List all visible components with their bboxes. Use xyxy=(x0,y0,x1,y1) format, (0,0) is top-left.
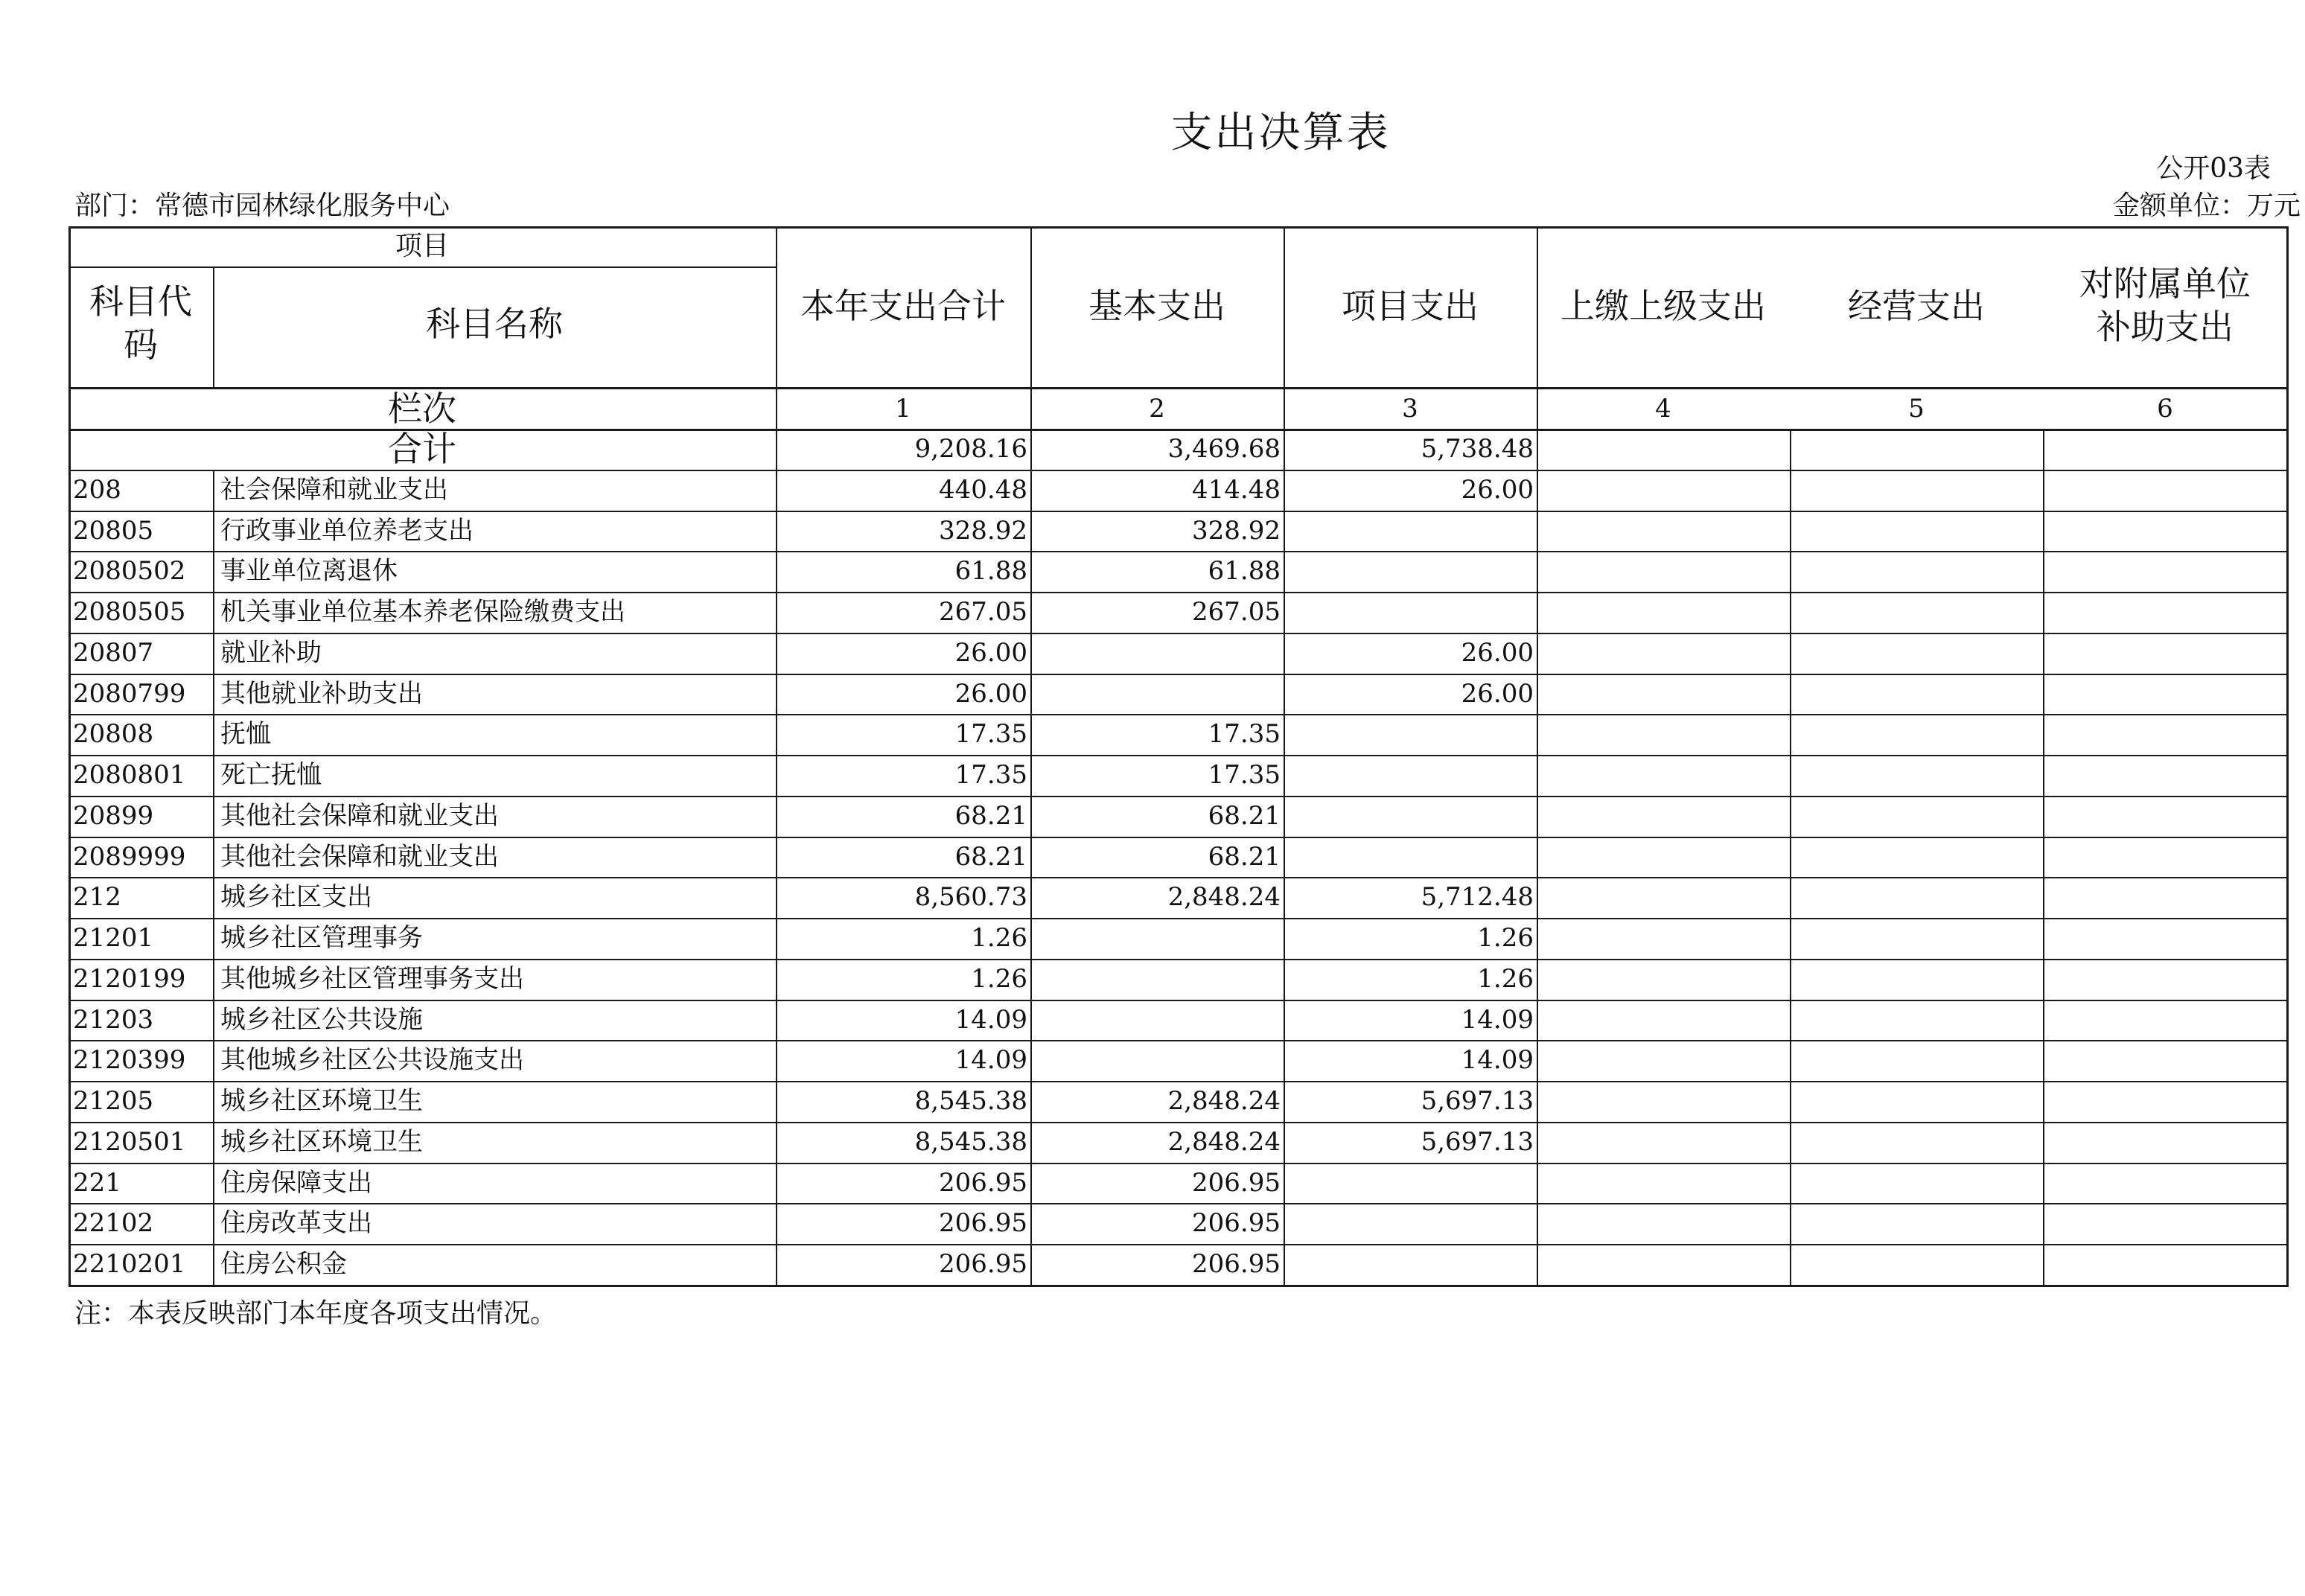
subject-code: 21205 xyxy=(73,1086,154,1116)
subject-name: 住房改革支出 xyxy=(220,1208,372,1239)
subject-name: 城乡社区环境卫生 xyxy=(220,1126,423,1157)
subject-name: 住房保障支出 xyxy=(220,1167,372,1198)
header-col-5: 经营支出 xyxy=(1848,286,1985,326)
column-divider xyxy=(2043,429,2044,1285)
subject-name: 其他城乡社区公共设施支出 xyxy=(220,1045,524,1076)
subject-name: 行政事业单位养老支出 xyxy=(220,515,474,546)
header-col-4: 上缴上级支出 xyxy=(1560,286,1766,326)
subject-code: 2210201 xyxy=(73,1249,186,1279)
header-col-2: 基本支出 xyxy=(1088,286,1225,326)
subject-name: 抚恤 xyxy=(220,719,271,750)
subject-code: 2120399 xyxy=(73,1045,186,1076)
colno-1: 1 xyxy=(895,394,911,424)
subject-code: 20805 xyxy=(73,515,154,546)
row-value-col-2: 206.95 xyxy=(1192,1208,1281,1239)
row-value-col-1: 1.26 xyxy=(971,923,1027,953)
row-value-col-1: 17.35 xyxy=(954,760,1027,790)
subject-code: 2080799 xyxy=(73,678,186,709)
row-value-col-3: 1.26 xyxy=(1477,923,1534,953)
row-value-col-1: 1.26 xyxy=(971,963,1027,994)
row-value-col-1: 8,545.38 xyxy=(914,1086,1027,1116)
row-value-col-2: 17.35 xyxy=(1208,760,1281,790)
subject-code: 208 xyxy=(73,474,121,505)
colno-3: 3 xyxy=(1402,394,1418,424)
colno-6: 6 xyxy=(2157,394,2173,424)
row-value-col-1: 17.35 xyxy=(954,719,1027,750)
subject-code: 21203 xyxy=(73,1004,154,1035)
table-border-bottom xyxy=(68,1285,2287,1287)
column-divider xyxy=(1790,429,1791,1285)
total-value-col-2: 3,469.68 xyxy=(1167,434,1281,464)
row-value-col-1: 68.21 xyxy=(954,841,1027,872)
row-value-col-3: 1.26 xyxy=(1477,963,1534,994)
header-project: 项目 xyxy=(395,231,449,261)
header-code: 科目代码 xyxy=(89,281,192,365)
total-value-col-1: 9,208.16 xyxy=(914,434,1027,464)
row-value-col-1: 14.09 xyxy=(954,1045,1027,1076)
subject-name: 其他社会保障和就业支出 xyxy=(220,800,499,831)
expenditure-table xyxy=(68,226,2287,1282)
form-number: 公开03表 xyxy=(2156,153,2271,184)
row-value-col-1: 68.21 xyxy=(954,800,1027,831)
page-title: 支出决算表 xyxy=(1170,109,1391,157)
subject-name: 社会保障和就业支出 xyxy=(220,474,448,505)
total-value-col-3: 5,738.48 xyxy=(1421,434,1534,464)
subject-name: 城乡社区环境卫生 xyxy=(220,1086,423,1116)
row-value-col-2: 267.05 xyxy=(1192,597,1281,627)
subject-name: 其他就业补助支出 xyxy=(220,678,423,709)
subject-code: 20808 xyxy=(73,719,154,750)
table-border-left xyxy=(68,226,71,1287)
amount-unit-label: 金额单位：万元 xyxy=(2112,191,2301,221)
subject-code: 2120199 xyxy=(73,963,186,994)
row-value-col-3: 26.00 xyxy=(1461,637,1534,668)
row-value-col-2: 61.88 xyxy=(1208,556,1281,587)
header-col-1: 本年支出合计 xyxy=(800,286,1006,326)
row-value-col-3: 26.00 xyxy=(1461,474,1534,505)
subject-name: 事业单位离退休 xyxy=(220,556,398,587)
department-label: 部门：常德市园林绿化服务中心 xyxy=(74,191,450,221)
row-value-col-3: 5,712.48 xyxy=(1421,882,1534,913)
row-value-col-1: 328.92 xyxy=(939,515,1027,546)
subject-code: 2089999 xyxy=(73,841,186,872)
subject-name: 其他城乡社区管理事务支出 xyxy=(220,963,524,994)
subject-code: 2080502 xyxy=(73,556,186,587)
row-value-col-1: 8,545.38 xyxy=(914,1126,1027,1157)
subject-code: 2080801 xyxy=(73,760,186,790)
subject-name: 就业补助 xyxy=(220,637,322,668)
row-value-col-1: 206.95 xyxy=(939,1208,1027,1239)
row-value-col-1: 26.00 xyxy=(954,678,1027,709)
subject-code: 2120501 xyxy=(73,1126,186,1157)
row-value-col-1: 8,560.73 xyxy=(914,882,1027,913)
header-col-6: 对附属单位补助支出 xyxy=(2079,264,2251,347)
row-value-col-2: 328.92 xyxy=(1192,515,1281,546)
row-rule xyxy=(68,633,2287,634)
table-note: 注：本表反映部门本年度各项支出情况。 xyxy=(74,1298,558,1329)
row-value-col-1: 440.48 xyxy=(939,474,1027,505)
colno-label: 栏次 xyxy=(388,389,456,429)
subject-name: 城乡社区支出 xyxy=(220,882,372,913)
row-value-col-2: 414.48 xyxy=(1192,474,1281,505)
row-value-col-1: 14.09 xyxy=(954,1004,1027,1035)
subject-name: 机关事业单位基本养老保险缴费支出 xyxy=(220,597,625,627)
row-value-col-1: 26.00 xyxy=(954,637,1027,668)
row-value-col-2: 206.95 xyxy=(1192,1167,1281,1198)
row-value-col-2: 17.35 xyxy=(1208,719,1281,750)
subject-name: 死亡抚恤 xyxy=(220,760,322,790)
row-value-col-1: 206.95 xyxy=(939,1249,1027,1279)
colno-5: 5 xyxy=(1908,394,1925,424)
header-name: 科目名称 xyxy=(426,304,563,344)
row-value-col-1: 206.95 xyxy=(939,1167,1027,1198)
subject-code: 212 xyxy=(73,882,121,913)
row-value-col-3: 14.09 xyxy=(1461,1004,1534,1035)
subject-code: 21201 xyxy=(73,923,154,953)
colno-4: 4 xyxy=(1655,394,1671,424)
row-value-col-3: 14.09 xyxy=(1461,1045,1534,1076)
total-label: 合计 xyxy=(388,429,456,469)
row-value-col-3: 26.00 xyxy=(1461,678,1534,709)
subject-name: 住房公积金 xyxy=(220,1249,347,1279)
subject-code: 22102 xyxy=(73,1208,154,1239)
row-value-col-3: 5,697.13 xyxy=(1421,1126,1534,1157)
row-value-col-2: 2,848.24 xyxy=(1167,882,1281,913)
subject-code: 20807 xyxy=(73,637,154,668)
header-col-3: 项目支出 xyxy=(1342,286,1479,326)
colno-2: 2 xyxy=(1149,394,1165,424)
subject-name: 城乡社区管理事务 xyxy=(220,923,423,953)
row-value-col-1: 61.88 xyxy=(954,556,1027,587)
row-value-col-1: 267.05 xyxy=(939,597,1027,627)
subject-code: 2080505 xyxy=(73,597,186,627)
subject-name: 城乡社区公共设施 xyxy=(220,1004,423,1035)
subject-name: 其他社会保障和就业支出 xyxy=(220,841,499,872)
row-value-col-2: 2,848.24 xyxy=(1167,1086,1281,1116)
row-value-col-2: 2,848.24 xyxy=(1167,1126,1281,1157)
row-value-col-3: 5,697.13 xyxy=(1421,1086,1534,1116)
row-value-col-2: 68.21 xyxy=(1208,800,1281,831)
row-value-col-2: 206.95 xyxy=(1192,1249,1281,1279)
table-border-right xyxy=(2286,226,2289,1287)
header-rule-project xyxy=(68,266,776,268)
row-value-col-2: 68.21 xyxy=(1208,841,1281,872)
subject-code: 221 xyxy=(73,1167,121,1198)
subject-code: 20899 xyxy=(73,800,154,831)
